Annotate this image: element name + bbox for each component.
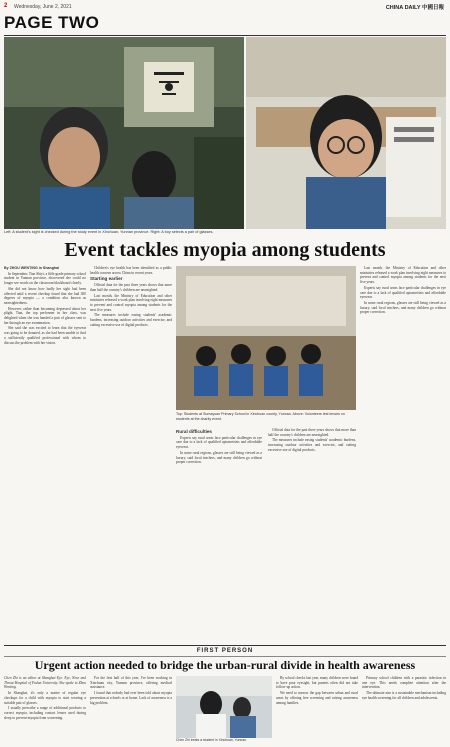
section-title: PAGE TWO [4,13,100,32]
paragraph: I usually prescribe a range of additional products to correct myopia, including contact lenses used during sleep to prevent myopia from worsening. [4,706,86,720]
paragraph: In some rural regions, glasses are still being viewed as a luxury, said local teachers, and many children go without proper correction. [360,300,446,315]
article-column-1 [4,266,86,642]
divider [4,645,446,646]
paragraph: Children's eye health has been identified as a public health concern across China in recent years. [90,266,172,275]
paragraph: Official data for the past three years shows that more than half the country's children are nearsighted. [268,428,356,437]
subhead-starting-earlier: Starting earlier [90,276,123,282]
article2-column-3 [276,676,358,746]
paragraph: We need to narrow the gap between urban and rural areas by offering free screening and raising awareness among families. [276,691,358,705]
chen-zhi-photo [176,676,272,738]
byline: By ZHOU WENTING in Shanghai [4,266,60,270]
top-photo-left [4,37,244,229]
intro: Chen Zhi is an editor at Shanghai Eye. Eye, Nose and Throat Hospital of Fudan University. She spoke to Zhou Wenting. [4,676,86,690]
divider [4,656,446,657]
paragraph: Last month, the Ministry of Education and other ministries released a work plan involving eight measures to prevent and control myopia among students for the next five years. [360,266,446,285]
paragraph: By school checks last year, many children were found to have poor eyesight, but parents often did not take follow-up action. [276,676,358,690]
paragraph: She said she was excited to learn that the eyewear was going to be donated, as she had been unable to find a sufficiently qualified professional with whom to discuss the problem with her vision. [4,326,86,345]
mid-photo [176,266,356,410]
article2-column-2 [90,676,172,746]
issue-date: Wednesday, June 2, 2021 [14,4,72,10]
paragraph: Official data for the past three years shows that more than half the country's children are nearsighted. [90,283,172,292]
article-column-3 [176,428,262,642]
paragraph: However, rather than becoming depressed about her plight, Tian, the top performer in her class, was delighted when she was handed a pair of glasses sent to her through an eye examination. [4,306,86,325]
page-number: 2 [4,3,8,9]
headline-myopia: Event tackles myopia among students [64,239,386,261]
article2-column-4 [362,676,446,746]
article2-column-1 [4,676,86,746]
paper-name: CHINA DAILY 中國日報 [385,5,444,11]
divider [4,35,446,36]
page-header [0,0,450,14]
paragraph: Experts say rural areas face particular challenges in eye care due to a lack of qualified optometrists and affordable eyewear. [360,285,446,300]
paragraph: In September, Tian Shiyi, a fifth-grade primary school student in Yunnan province, discovered she could no longer see words on the classroom blackboard clearly. [4,271,86,286]
paragraph: Primary school children with a parasitic infection in one eye. This needs complete attention after the intervention. [362,676,446,690]
paragraph: For the first half of this year, I've been working in Xinchuan city, Yunnan province, offering medical assistance. [90,676,172,690]
subhead-rural-difficulties: Rural difficulties [176,429,212,434]
paragraph: The measures include easing students' academic burdens, increasing outdoor activities and exercise, and cutting excessive use of digital products. [268,438,356,452]
paragraph: She did not know how badly her sight had been affected until a recent checkup found that she had 300 degrees of myopia — a condition also known as nearsightedness. [4,286,86,305]
article-column-2 [90,266,172,642]
paragraph: In some rural regions, glasses are still being viewed as a luxury, said local teachers, and many children go without proper correction. [176,450,262,465]
top-photo-caption: Left: A student's sight is checked during the study event in Xinchuan, Yunnan province. Right: A boy selects a pair of glasses. [4,230,214,234]
top-photo-right [246,37,446,229]
chen-zhi-caption: Chen Zhi treats a student in Xinchuan, Yunnan. [176,738,248,742]
article-column-4 [268,428,356,642]
headline-urban-rural: Urgent action needed to bridge the urban-rural divide in health awareness [34,658,416,672]
paragraph: In Shanghai, it's only a matter of regular eye checkups for a child with myopia to start wearing a suitable pair of glasses. [4,691,86,705]
paragraph: I found that nobody had ever been told about myopia prevention at schools or at home. Lack of awareness is a big problem. [90,691,172,705]
paragraph: The ultimate aim is a sustainable mechanism including eye health screening for all children and adolescents. [362,691,446,700]
paragraph: Last month, the Ministry of Education and other ministries released a work plan involving eight measures to prevent and control myopia among students for the next five years. [90,293,172,312]
first-person-label: FIRST PERSON [196,648,254,654]
paragraph: Experts say rural areas face particular challenges in eye care due to a lack of qualified optometrists and affordable eyewear. [176,435,262,450]
mid-photo-caption: Top: Students at Sumayuan Primary School in Xinchuan county, Yunnan. Above: Volunteers test lenses on students at the charity event. [176,412,345,421]
paragraph: The measures include easing students' academic burdens, increasing outdoor activities and exercise, and cutting excessive use of digital products. [90,313,172,327]
article-column-5 [360,266,446,642]
